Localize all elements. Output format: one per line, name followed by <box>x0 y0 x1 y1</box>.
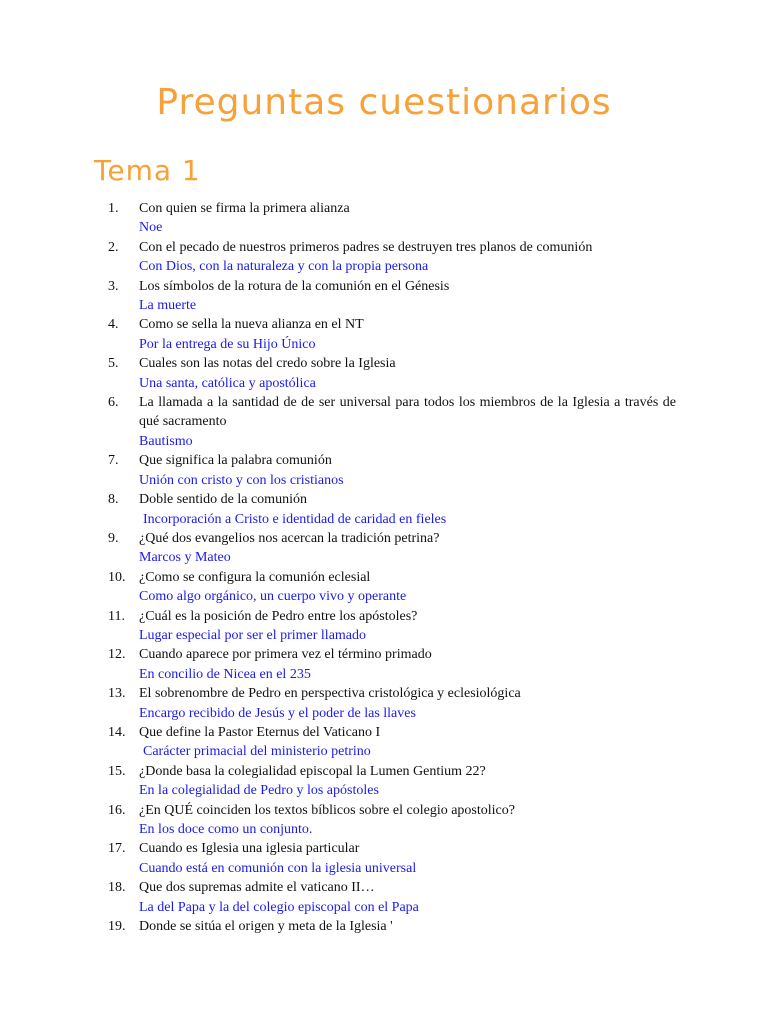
answer-text: Lugar especial por ser el primer llamado <box>139 627 367 643</box>
section-title: Tema 1 <box>94 154 201 187</box>
question-text: El sobrenombre de Pedro en perspectiva cristológica y eclesiológica <box>139 686 521 702</box>
question-text: Donde se sitúa el origen y meta de la Iglesia ' <box>139 919 393 935</box>
answer-text: Como algo orgánico, un cuerpo vivo y operante <box>139 589 407 605</box>
question-item <box>0 238 768 277</box>
answer-text: Unión con cristo y con los cristianos <box>139 472 344 488</box>
question-item <box>0 393 768 451</box>
question-text: Con el pecado de nuestros primeros padres se destruyen tres planos de comunión <box>139 239 593 255</box>
question-number: 16. <box>108 802 126 818</box>
question-text: ¿En QUÉ coinciden los textos bíblicos sobre el colegio apostolico? <box>139 802 515 818</box>
question-item <box>0 568 768 607</box>
question-number: 8. <box>108 492 119 508</box>
answer-text: La muerte <box>139 298 197 314</box>
question-item <box>0 839 768 878</box>
question-item <box>0 645 768 684</box>
question-text: ¿Cuál es la posición de Pedro entre los apóstoles? <box>139 608 418 624</box>
question-item <box>0 762 768 801</box>
question-item <box>0 607 768 646</box>
answer-text: Una santa, católica y apostólica <box>139 375 316 391</box>
question-item <box>0 801 768 840</box>
question-text: Cuando es Iglesia una iglesia particular <box>139 841 360 857</box>
question-text: ¿Donde basa la colegialidad episcopal la Lumen Gentium 22? <box>139 763 486 779</box>
answer-text: Incorporación a Cristo e identidad de caridad en fieles <box>143 511 447 527</box>
question-number: 6. <box>108 395 119 411</box>
question-item <box>0 917 768 936</box>
answer-text: Carácter primacial del ministerio petrino <box>143 744 371 760</box>
question-number: 19. <box>108 919 126 935</box>
answer-text: La del Papa y la del colegio episcopal con el Papa <box>139 899 419 915</box>
question-text: Que dos supremas admite el vaticano II… <box>139 880 375 896</box>
question-number: 17. <box>108 841 126 857</box>
question-text: Como se sella la nueva alianza en el NT <box>139 317 364 333</box>
question-number: 14. <box>108 724 126 740</box>
question-text: ¿Como se configura la comunión eclesial <box>139 569 371 585</box>
answer-text: Cuando está en comunión con la iglesia universal <box>139 860 417 876</box>
question-item <box>0 723 768 762</box>
question-number: 15. <box>108 763 126 779</box>
question-number: 7. <box>108 453 119 469</box>
question-number: 12. <box>108 647 126 663</box>
answer-text: Por la entrega de su Hijo Único <box>139 336 316 352</box>
question-text: Doble sentido de la comunión <box>139 492 307 508</box>
question-text: Que define la Pastor Eternus del Vaticano I <box>139 724 381 740</box>
question-item <box>0 878 768 917</box>
answer-text: Con Dios, con la naturaleza y con la propia persona <box>139 259 429 275</box>
question-number: 2. <box>108 239 119 255</box>
question-list <box>0 199 768 936</box>
question-text: Cuando aparece por primera vez el término primado <box>139 647 432 663</box>
question-text: Los símbolos de la rotura de la comunión en el Génesis <box>139 278 450 294</box>
answer-text: Bautismo <box>139 433 193 449</box>
question-item <box>0 315 768 354</box>
question-number: 3. <box>108 278 119 294</box>
question-item <box>0 490 768 529</box>
question-item <box>0 277 768 316</box>
question-number: 9. <box>108 530 119 546</box>
answer-text: Marcos y Mateo <box>139 550 231 566</box>
question-text: Que significa la palabra comunión <box>139 453 332 469</box>
document-title: Preguntas cuestionarios <box>156 82 612 123</box>
question-text: Cuales son las notas del credo sobre la Iglesia <box>139 356 396 372</box>
question-number: 4. <box>108 317 119 333</box>
question-number: 10. <box>108 569 126 585</box>
answer-text: En los doce como un conjunto. <box>139 822 313 837</box>
question-item <box>0 684 768 723</box>
answer-text: Noe <box>139 220 163 236</box>
question-text: Con quien se firma la primera alianza <box>139 201 350 216</box>
question-item <box>0 354 768 393</box>
answer-text: En la colegialidad de Pedro y los apóstoles <box>139 783 379 799</box>
question-number: 18. <box>108 880 126 896</box>
question-item <box>0 451 768 490</box>
question-item <box>0 199 768 238</box>
answer-text: En concilio de Nicea en el 235 <box>139 666 311 682</box>
question-number: 11. <box>108 608 125 624</box>
question-text: La llamada a la santidad de de ser universal para todos los miembros de la Iglesia a través de qué sacramento <box>139 395 676 430</box>
question-item <box>0 529 768 568</box>
question-text: ¿Qué dos evangelios nos acercan la tradición petrina? <box>139 530 440 546</box>
question-number: 1. <box>108 201 119 216</box>
question-number: 5. <box>108 356 119 372</box>
answer-text: Encargo recibido de Jesús y el poder de las llaves <box>139 705 416 721</box>
question-number: 13. <box>108 686 126 702</box>
